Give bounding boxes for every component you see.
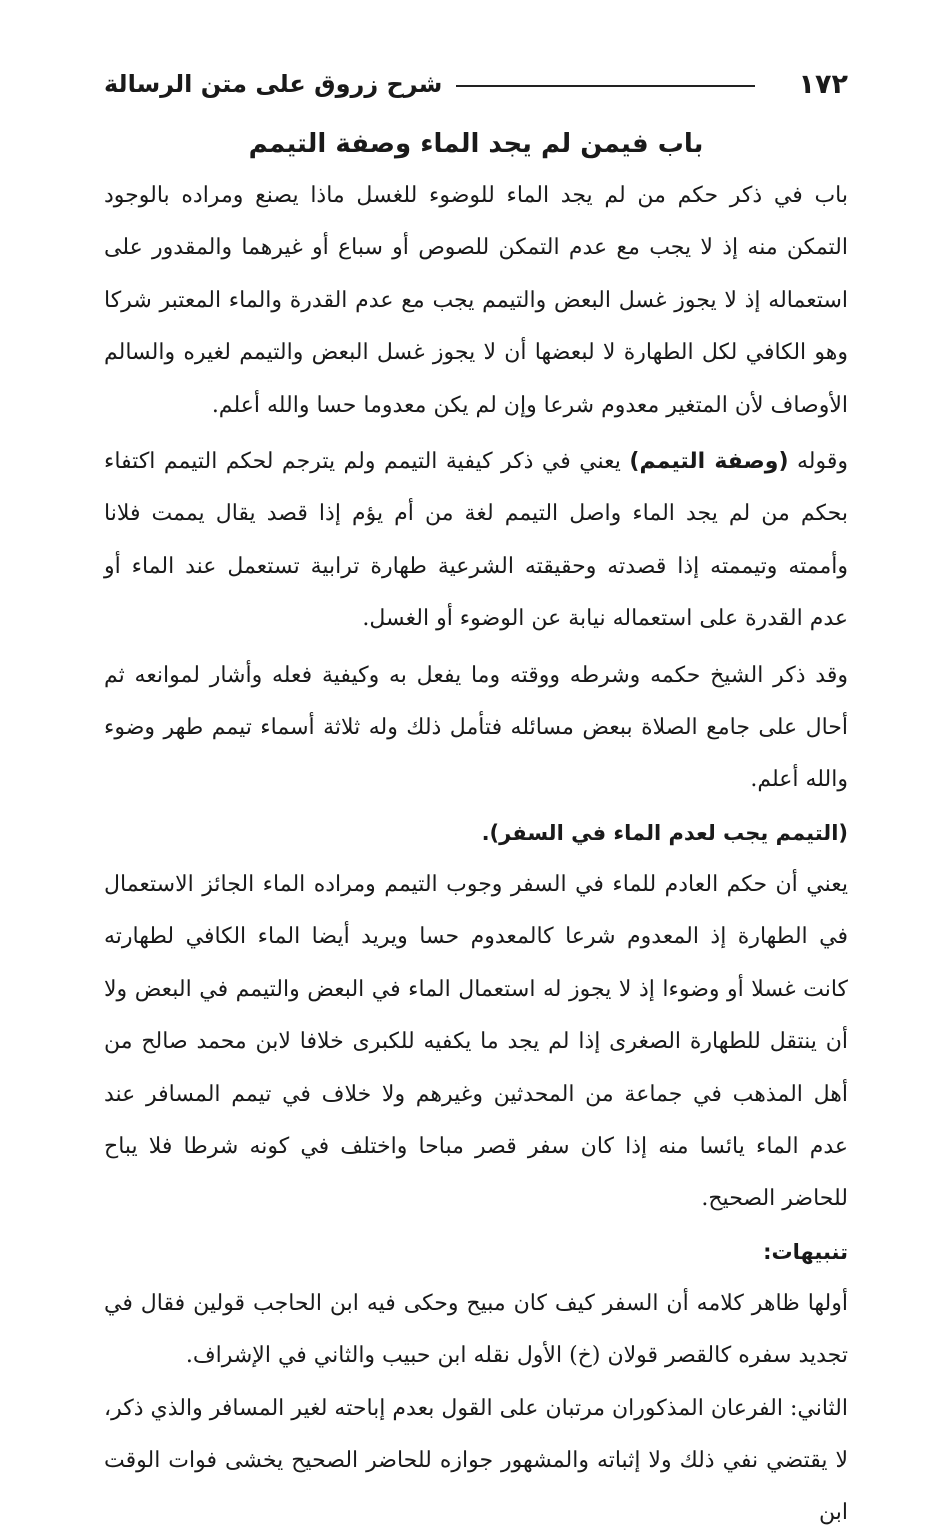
page-number: ١٧٢ bbox=[798, 68, 848, 100]
matn-heading-travel: (التيمم يجب لعدم الماء في السفر). bbox=[481, 820, 848, 845]
paragraph-note-second: الثاني: الفرعان المذكوران مرتبان على القول بعدم إباحته لغير المسافر والذي ذكر، لا يقتضي نفي ذلك ولا إثباته والمشهور جوازه للحاضر الصحيح يخشى فوات الوقت ابن bbox=[104, 1395, 848, 1526]
paragraph-intro: باب في ذكر حكم من لم يجد الماء للوضوء للغسل ماذا يصنع ومراده بالوجود التمكن منه إذ لا يجب مع عدم التمكن للصوص أو سباع أو غيرهما والمقدور على استعماله إذ لا يجوز غسل البعض والتيمم يجب مع عدم القدرة والماء المعتبر شركا وهو الكافي لكل الطهارة لا لبعضها أن لا يجوز غسل البعض والتيمم لغيره والسالم الأوصاف لأن المتغير معدوم شرعا وإن لم يكن معدوما حسا والله أعلم. bbox=[104, 183, 848, 418]
chapter-title: باب فيمن لم يجد الماء وصفة التيمم bbox=[248, 129, 704, 159]
paragraph-travel-ruling: يعني أن حكم العادم للماء في السفر وجوب التيمم ومراده الماء الجائز الاستعمال في الطهارة إذ المعدوم شرعا كالمعدوم حسا ويريد أيضا الماء الكافي لطهارته كانت غسلا أو وضوءا إذ لا يجوز له استعمال الماء في البعض والتيمم في البعض ولا أن ينتقل للطهارة الصغرى إذا لم يجد ما يكفيه للكبرى خلافا لابن محمد صالح من أهل المذهب في جماعة من المحدثين وغيرهم ولا خلاف في تيمم المسافر عند عدم الماء يائسا منه إذا كان سفر قصر مباحا واختلف في كونه شرطا فلا يباح للحاضر الصحيح. bbox=[104, 871, 848, 1212]
paragraph-rulings-overview: وقد ذكر الشيخ حكمه وشرطه ووقته وما يفعل به وكيفية فعله وأشار لموانعه ثم أحال على جامع الصلاة ببعض مسائله فتأمل ذلك وله ثلاثة أسماء تيمم طهر وضوء والله أعلم. bbox=[104, 662, 848, 793]
book-page bbox=[104, 52, 848, 1540]
running-header bbox=[104, 52, 848, 116]
paragraph-body: يعني في ذكر كيفية التيمم ولم يترجم لحكم التيمم اكتفاء بحكم من لم يجد الماء واصل التيمم لغة من أم يؤم إذا قصد يقال يممت فلانا وأممته وتيممته إذا قصدته وحقيقته الشرعية طهارة ترابية تستعمل عند الماء أو عدم القدرة على استعماله نيابة عن الوضوء أو الغسل. bbox=[104, 449, 848, 632]
header-rule bbox=[456, 85, 754, 87]
notes-heading: تنبيهات: bbox=[763, 1239, 848, 1264]
book-title: شرح زروق على متن الرسالة bbox=[104, 70, 443, 98]
paragraph-note-first: أولها ظاهر كلامه أن السفر كيف كان مبيح وحكى فيه ابن الحاجب قولين فقال في تجديد سفره كالقصر قولان (خ) الأول نقله ابن حبيب والثاني في الإشراف. bbox=[104, 1290, 848, 1369]
quoted-matn-phrase: (وصفة التيمم) bbox=[629, 449, 789, 475]
paragraph-lead-word: وقوله bbox=[796, 449, 848, 475]
paragraph-tayammum-definition bbox=[104, 436, 848, 646]
